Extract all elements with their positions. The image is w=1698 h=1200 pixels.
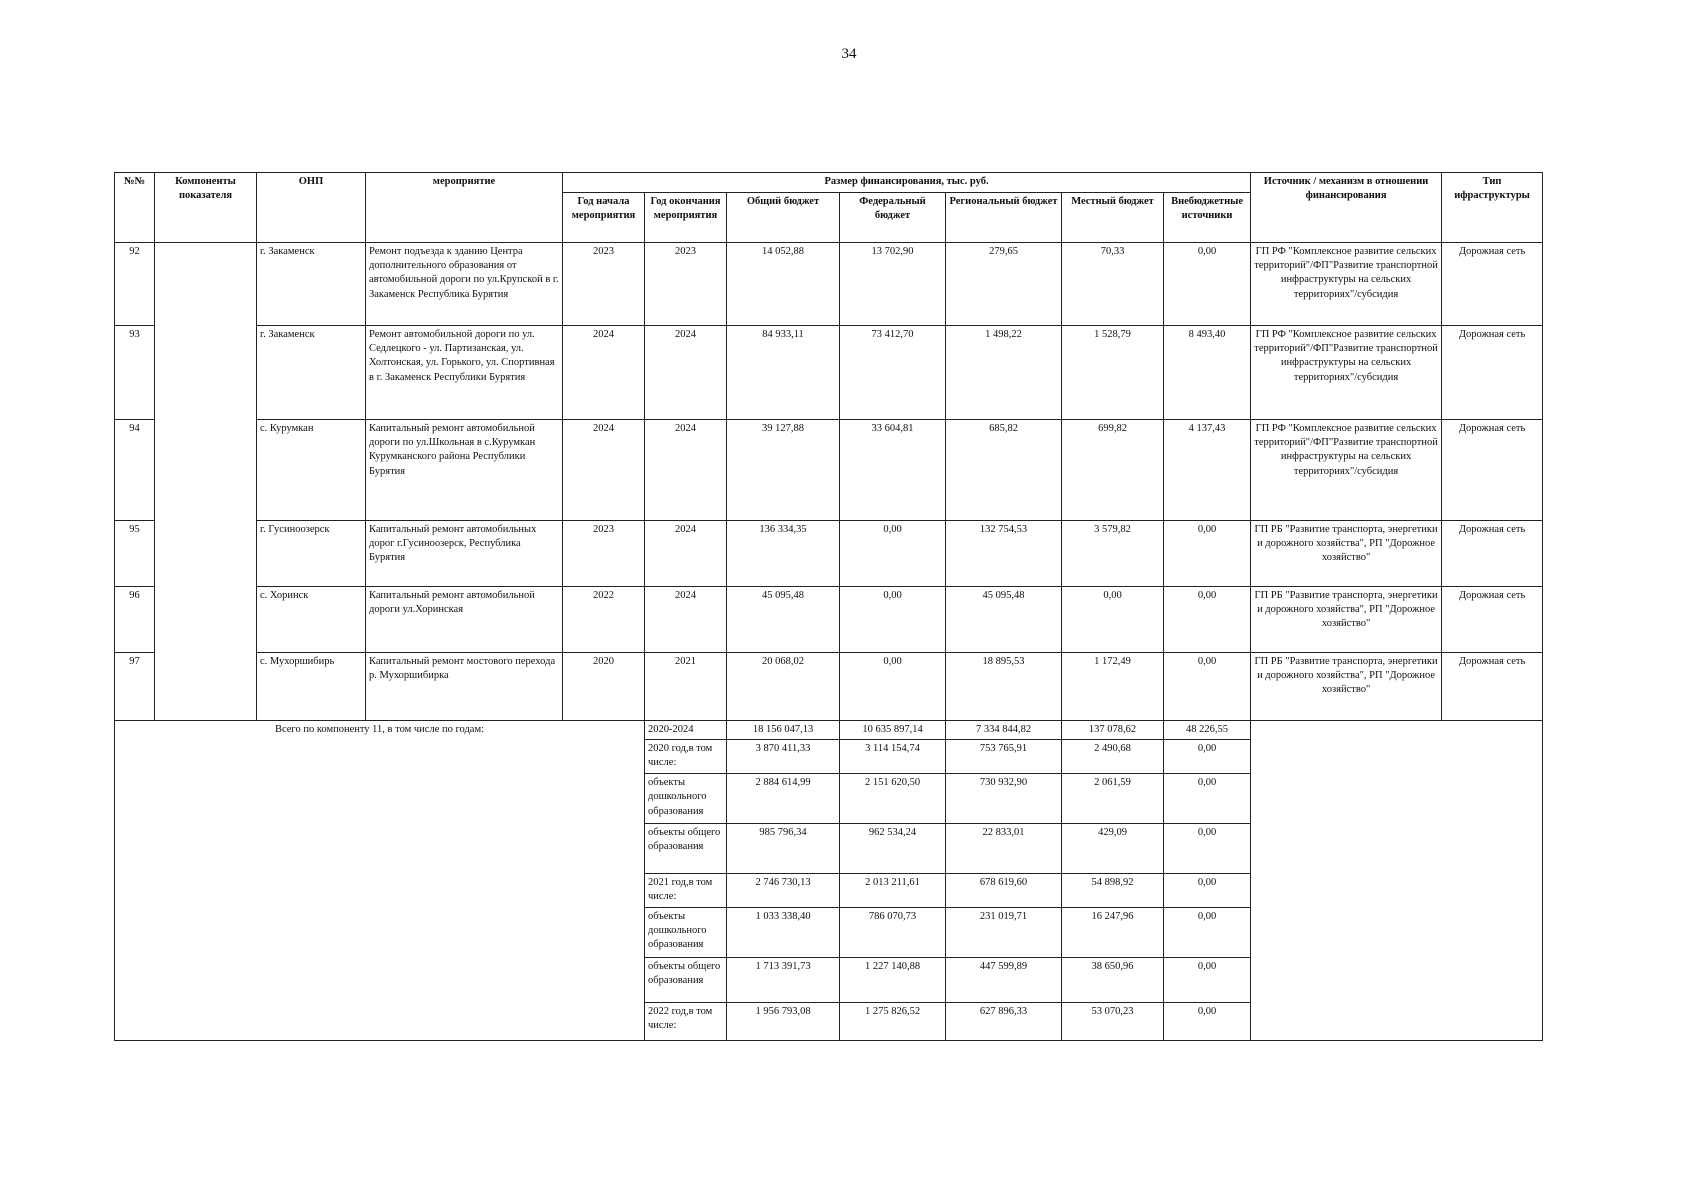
row-event: Ремонт подъезда к зданию Центра дополнительного образования от автомобильной дороги по ул.Крупской в г. Закаменск Республика Бурятия xyxy=(366,243,563,326)
summary-total: 1 713 391,73 xyxy=(727,957,840,1002)
row-num: 94 xyxy=(115,420,155,521)
row-start: 2023 xyxy=(563,243,645,326)
summary-federal: 10 635 897,14 xyxy=(840,721,946,740)
summary-total: 1 033 338,40 xyxy=(727,907,840,957)
table-row xyxy=(115,587,1543,653)
row-start: 2022 xyxy=(563,587,645,653)
row-onp: г. Закаменск xyxy=(257,326,366,420)
summary-total: 985 796,34 xyxy=(727,824,840,874)
row-event: Капитальный ремонт автомобильной дороги по ул.Школьная в с.Курумкан Курумканского района Республики Бурятия xyxy=(366,420,563,521)
row-onp: с. Мухоршибирь xyxy=(257,653,366,721)
row-local: 3 579,82 xyxy=(1062,521,1164,587)
summary-federal: 786 070,73 xyxy=(840,907,946,957)
summary-regional: 753 765,91 xyxy=(946,740,1062,774)
summary-local: 16 247,96 xyxy=(1062,907,1164,957)
header-year-end: Год окончания мероприятия xyxy=(645,193,727,243)
row-total: 14 052,88 xyxy=(727,243,840,326)
row-regional: 685,82 xyxy=(946,420,1062,521)
row-extra: 0,00 xyxy=(1164,587,1251,653)
row-onp: г. Закаменск xyxy=(257,243,366,326)
table-row xyxy=(115,326,1543,420)
row-event: Ремонт автомобильной дороги по ул. Седлецкого - ул. Партизанская, ул. Холтонская, ул. Горького, ул. Спортивная в г. Закаменск Республики Бурятия xyxy=(366,326,563,420)
summary-period: 2020 год,в том числе: xyxy=(645,740,727,774)
row-start: 2024 xyxy=(563,326,645,420)
summary-total: 2 746 730,13 xyxy=(727,874,840,907)
summary-local: 53 070,23 xyxy=(1062,1002,1164,1040)
row-source: ГП РФ "Комплексное развитие сельских территорий"/ФП"Развитие транспортной инфраструктуры на сельских территориях"/субсидия xyxy=(1251,420,1442,521)
row-event: Капитальный ремонт автомобильной дороги ул.Хоринская xyxy=(366,587,563,653)
row-end: 2023 xyxy=(645,243,727,326)
row-source: ГП РФ "Комплексное развитие сельских территорий"/ФП"Развитие транспортной инфраструктуры на сельских территориях"/субсидия xyxy=(1251,326,1442,420)
header-financing: Размер финансирования, тыс. руб. xyxy=(563,173,1251,193)
row-total: 136 334,35 xyxy=(727,521,840,587)
header-num: №№ xyxy=(115,173,155,243)
header-source: Источник / механизм в отношении финансирования xyxy=(1251,173,1442,243)
row-start: 2023 xyxy=(563,521,645,587)
row-total: 20 068,02 xyxy=(727,653,840,721)
summary-regional: 7 334 844,82 xyxy=(946,721,1062,740)
row-local: 1 172,49 xyxy=(1062,653,1164,721)
row-infra: Дорожная сеть xyxy=(1442,587,1543,653)
header-components: Компоненты показателя xyxy=(155,173,257,243)
row-end: 2024 xyxy=(645,587,727,653)
summary-regional: 22 833,01 xyxy=(946,824,1062,874)
row-event: Капитальный ремонт мостового перехода р. Мухоршибирка xyxy=(366,653,563,721)
row-onp: с. Хоринск xyxy=(257,587,366,653)
summary-federal: 3 114 154,74 xyxy=(840,740,946,774)
row-total: 45 095,48 xyxy=(727,587,840,653)
row-local: 70,33 xyxy=(1062,243,1164,326)
header-extra: Внебюджетные источники xyxy=(1164,193,1251,243)
row-onp: г. Гусиноозерск xyxy=(257,521,366,587)
row-local: 0,00 xyxy=(1062,587,1164,653)
row-extra: 0,00 xyxy=(1164,653,1251,721)
row-end: 2021 xyxy=(645,653,727,721)
row-federal: 13 702,90 xyxy=(840,243,946,326)
row-infra: Дорожная сеть xyxy=(1442,326,1543,420)
summary-federal: 962 534,24 xyxy=(840,824,946,874)
row-federal: 0,00 xyxy=(840,521,946,587)
summary-extra: 48 226,55 xyxy=(1164,721,1251,740)
row-num: 93 xyxy=(115,326,155,420)
summary-federal: 1 275 826,52 xyxy=(840,1002,946,1040)
table-row xyxy=(115,243,1543,326)
header-onp: ОНП xyxy=(257,173,366,243)
summary-label-cell xyxy=(115,721,645,1041)
components-cell xyxy=(155,243,257,721)
header-year-start: Год начала мероприятия xyxy=(563,193,645,243)
row-source: ГП РФ "Комплексное развитие сельских территорий"/ФП"Развитие транспортной инфраструктуры на сельских территориях"/субсидия xyxy=(1251,243,1442,326)
summary-total: 2 884 614,99 xyxy=(727,774,840,824)
row-source: ГП РБ "Развитие транспорта, энергетики и дорожного хозяйства", РП "Дорожное хозяйство" xyxy=(1251,653,1442,721)
row-onp: с. Курумкан xyxy=(257,420,366,521)
header-federal: Федеральный бюджет xyxy=(840,193,946,243)
header-total: Общий бюджет xyxy=(727,193,840,243)
row-event: Капитальный ремонт автомобильных дорог г.Гусиноозерск, Республика Бурятия xyxy=(366,521,563,587)
table-row xyxy=(115,521,1543,587)
row-source: ГП РБ "Развитие транспорта, энергетики и дорожного хозяйства", РП "Дорожное хозяйство" xyxy=(1251,587,1442,653)
row-num: 97 xyxy=(115,653,155,721)
row-federal: 0,00 xyxy=(840,587,946,653)
summary-label: Всего по компоненту 11, в том числе по годам: xyxy=(274,724,485,735)
row-extra: 8 493,40 xyxy=(1164,326,1251,420)
row-regional: 279,65 xyxy=(946,243,1062,326)
summary-period: 2021 год,в том числе: xyxy=(645,874,727,907)
row-end: 2024 xyxy=(645,521,727,587)
row-infra: Дорожная сеть xyxy=(1442,420,1543,521)
summary-total: 1 956 793,08 xyxy=(727,1002,840,1040)
summary-extra: 0,00 xyxy=(1164,824,1251,874)
row-start: 2024 xyxy=(563,420,645,521)
row-end: 2024 xyxy=(645,326,727,420)
summary-regional: 730 932,90 xyxy=(946,774,1062,824)
summary-total: 3 870 411,33 xyxy=(727,740,840,774)
row-start: 2020 xyxy=(563,653,645,721)
summary-extra: 0,00 xyxy=(1164,874,1251,907)
row-num: 95 xyxy=(115,521,155,587)
summary-period: 2022 год,в том числе: xyxy=(645,1002,727,1040)
summary-regional: 447 599,89 xyxy=(946,957,1062,1002)
row-regional: 45 095,48 xyxy=(946,587,1062,653)
summary-total: 18 156 047,13 xyxy=(727,721,840,740)
summary-period: объекты общего образования xyxy=(645,957,727,1002)
header-event: мероприятие xyxy=(366,173,563,243)
summary-regional: 627 896,33 xyxy=(946,1002,1062,1040)
summary-extra: 0,00 xyxy=(1164,957,1251,1002)
summary-local: 137 078,62 xyxy=(1062,721,1164,740)
summary-local: 2 490,68 xyxy=(1062,740,1164,774)
row-infra: Дорожная сеть xyxy=(1442,243,1543,326)
financing-table xyxy=(114,172,1543,1041)
row-end: 2024 xyxy=(645,420,727,521)
summary-local: 38 650,96 xyxy=(1062,957,1164,1002)
summary-extra: 0,00 xyxy=(1164,1002,1251,1040)
summary-regional: 678 619,60 xyxy=(946,874,1062,907)
row-federal: 73 412,70 xyxy=(840,326,946,420)
row-num: 96 xyxy=(115,587,155,653)
row-federal: 0,00 xyxy=(840,653,946,721)
summary-regional: 231 019,71 xyxy=(946,907,1062,957)
row-source: ГП РБ "Развитие транспорта, энергетики и дорожного хозяйства", РП "Дорожное хозяйство" xyxy=(1251,521,1442,587)
summary-local: 429,09 xyxy=(1062,824,1164,874)
summary-period: объекты дошкольного образования xyxy=(645,907,727,957)
table-row xyxy=(115,420,1543,521)
header-local: Местный бюджет xyxy=(1062,193,1164,243)
row-infra: Дорожная сеть xyxy=(1442,653,1543,721)
row-local: 699,82 xyxy=(1062,420,1164,521)
summary-local: 54 898,92 xyxy=(1062,874,1164,907)
summary-extra: 0,00 xyxy=(1164,907,1251,957)
table-row xyxy=(115,653,1543,721)
row-extra: 0,00 xyxy=(1164,243,1251,326)
row-total: 39 127,88 xyxy=(727,420,840,521)
row-extra: 4 137,43 xyxy=(1164,420,1251,521)
summary-row xyxy=(115,721,1543,740)
header-infra: Тип ифраструктуры xyxy=(1442,173,1543,243)
row-num: 92 xyxy=(115,243,155,326)
row-local: 1 528,79 xyxy=(1062,326,1164,420)
row-regional: 18 895,53 xyxy=(946,653,1062,721)
row-federal: 33 604,81 xyxy=(840,420,946,521)
summary-local: 2 061,59 xyxy=(1062,774,1164,824)
summary-federal: 1 227 140,88 xyxy=(840,957,946,1002)
row-extra: 0,00 xyxy=(1164,521,1251,587)
row-infra: Дорожная сеть xyxy=(1442,521,1543,587)
row-regional: 132 754,53 xyxy=(946,521,1062,587)
summary-federal: 2 013 211,61 xyxy=(840,874,946,907)
row-regional: 1 498,22 xyxy=(946,326,1062,420)
summary-period: объекты дошкольного образования xyxy=(645,774,727,824)
summary-period: объекты общего образования xyxy=(645,824,727,874)
summary-extra: 0,00 xyxy=(1164,774,1251,824)
summary-period: 2020-2024 xyxy=(645,721,727,740)
page-number: 34 xyxy=(841,46,857,62)
summary-extra: 0,00 xyxy=(1164,740,1251,774)
row-total: 84 933,11 xyxy=(727,326,840,420)
summary-empty-cell xyxy=(1251,721,1543,1041)
summary-federal: 2 151 620,50 xyxy=(840,774,946,824)
header-regional: Региональный бюджет xyxy=(946,193,1062,243)
